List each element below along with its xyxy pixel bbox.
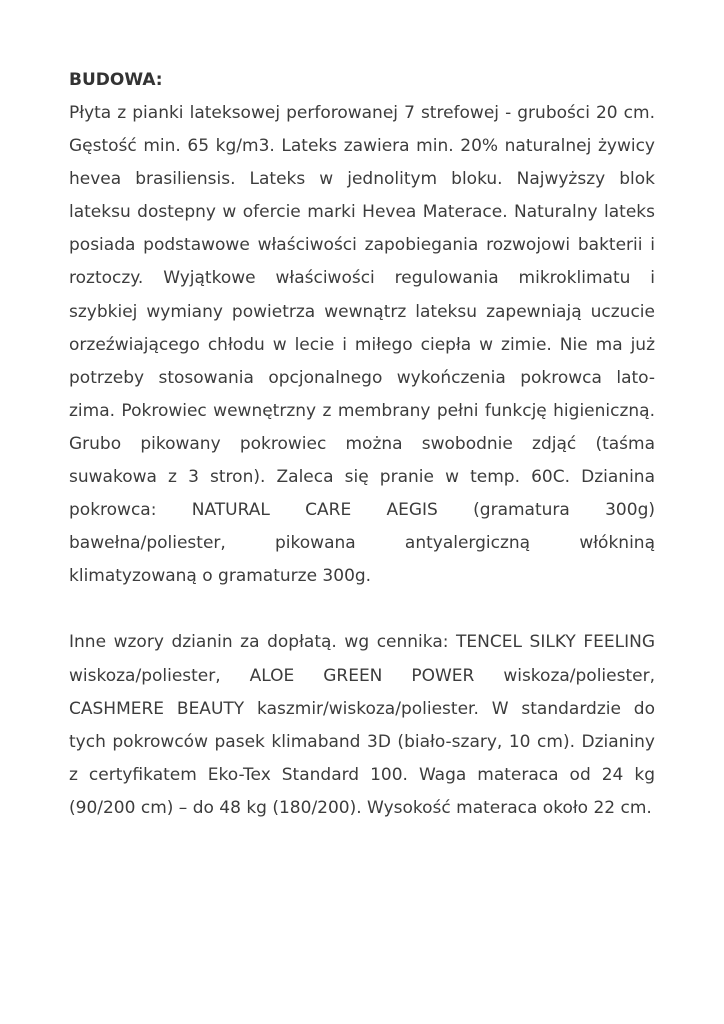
document-page: [69, 64, 655, 825]
fabric-options-paragraph: Inne wzory dzianin za dopłatą. wg cennika: TENCEL SILKY FEELING wiskoza/poliester, ALOE GREEN POWER wiskoza/poliester, CASHMERE BEAUTY kaszmir/wiskoza/poliester. W standardzie do tych pokrowców pasek klimaband 3D (biało-szary, 10 cm). Dzianiny z certyfikatem Eko-Tex Standard 100. Waga materaca od 24 kg (90/200 cm) – do 48 kg (180/200). Wysokość materaca około 22 cm.: [69, 632, 655, 818]
section-heading: BUDOWA:: [69, 70, 163, 90]
construction-description-paragraph: Płyta z pianki lateksowej perforowanej 7 strefowej - grubości 20 cm. Gęstość min. 65 kg/m3. Lateks zawiera min. 20% naturalnej żywicy hevea brasiliensis. Lateks w jednolitym bloku. Najwyższy blok lateksu dostepny w ofercie marki Hevea Materace. Naturalny lateks posiada podstawowe właściwości zapobiegania rozwojowi bakterii i roztoczy. Wyjątkowe właściwości regulowania mikroklimatu i szybkiej wymiany powietrza wewnątrz lateksu zapewniają uczucie orzeźwiającego chłodu w lecie i miłego ciepła w zimie. Nie ma już potrzeby stosowania opcjonalnego wykończenia pokrowca lato-zima. Pokrowiec wewnętrzny z membrany pełni funkcję higieniczną. Grubo pikowany pokrowiec można swobodnie zdjąć (taśma suwakowa z 3 stron). Zaleca się pranie w temp. 60C. Dzianina pokrowca: NATURAL CARE AEGIS (gramatura 300g) bawełna/poliester, pikowana antyalergiczną włókniną klimatyzowaną o gramaturze 300g.: [69, 103, 655, 587]
